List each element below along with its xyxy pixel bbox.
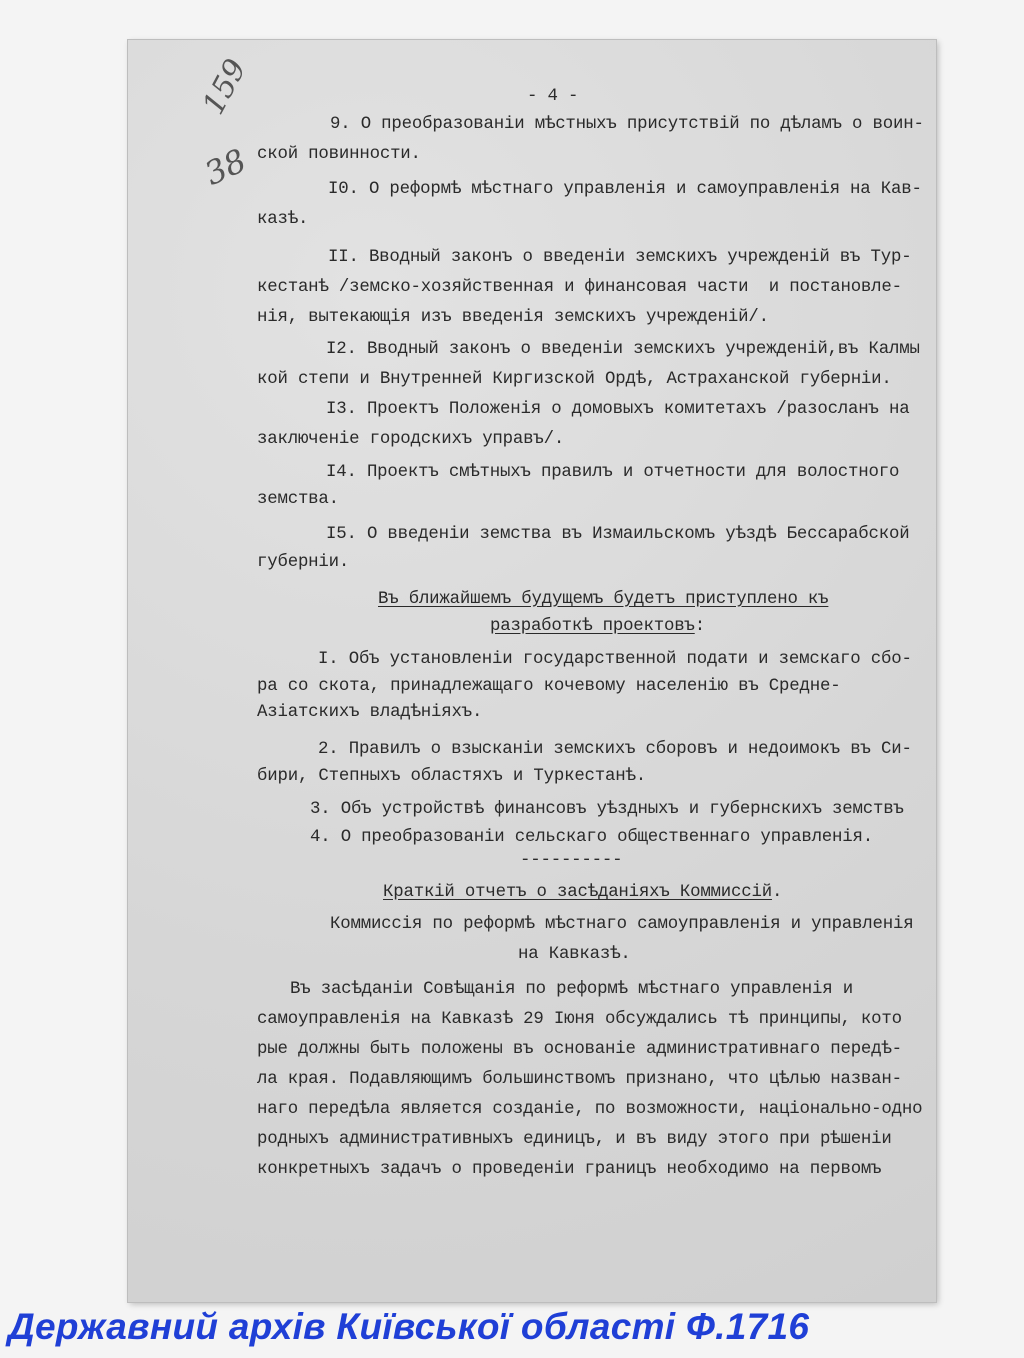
text-line: Въ засѣданіи Совѣщанія по реформѣ мѣстнаго управленія и <box>290 980 853 999</box>
text-line: ской повинности. <box>257 145 421 164</box>
text-line: I0. О реформѣ мѣстнаго управленія и самоуправленія на Кав- <box>328 180 922 199</box>
text-line: кой степи и Внутренней Киргизской Ордѣ, Астраханской губерніи. <box>257 370 892 389</box>
text-line: II. Вводный законъ о введеніи земскихъ учрежденій въ Тур- <box>328 248 912 267</box>
text-line: казѣ. <box>257 210 309 229</box>
archive-number-handwritten-2: 38 <box>198 141 252 193</box>
archive-number-handwritten: 159 <box>196 53 254 121</box>
text-line: 9. О преобразованіи мѣстныхъ присутствій по дѣламъ о воин- <box>330 115 924 134</box>
text-line: наго передѣла является созданіе, по возможности, національно-одно <box>257 1100 923 1119</box>
text-line: конкретныхъ задачъ о проведеніи границъ необходимо на первомъ <box>257 1160 882 1179</box>
text-line: кестанѣ /земско-хозяйственная и финансовая части и постановле- <box>257 278 902 297</box>
text-line: I5. О введеніи земства въ Измаильскомъ уѣздѣ Бессарабской <box>326 525 910 544</box>
separator-dashes: ---------- <box>520 851 623 870</box>
text-line: 3. Объ устройствѣ финансовъ уѣздныхъ и губернскихъ земствъ <box>310 800 904 819</box>
text-line: самоуправленія на Кавказѣ 29 Іюня обсуждались тѣ принципы, кото <box>257 1010 902 1029</box>
section-heading: Въ ближайшемъ будущемъ будетъ приступлено къ <box>378 590 829 609</box>
text-line: 4. О преобразованіи сельскаго общественнаго управленія. <box>310 828 873 847</box>
text-line: бири, Степныхъ областяхъ и Туркестанѣ. <box>257 767 646 786</box>
text-line: ра со скота, принадлежащаго кочевому населенію въ Средне- <box>257 677 841 696</box>
report-heading-line <box>383 884 782 901</box>
text-line: I4. Проектъ смѣтныхъ правилъ и отчетности для волостного <box>326 463 900 482</box>
heading-period: . <box>771 883 783 902</box>
section-heading-text: разработкѣ проектовъ <box>490 617 695 636</box>
text-line: I3. Проектъ Положенія о домовыхъ комитетахъ /разосланъ на <box>326 400 910 419</box>
text-line: I. Объ установленіи государственной подати и земскаго сбо- <box>318 650 912 669</box>
archive-watermark: Державний архів Київської області Ф.1716 <box>8 1306 810 1347</box>
text-line: I2. Вводный законъ о введеніи земскихъ учрежденій,въ Калмы <box>326 340 920 359</box>
text-line: нія, вытекающія изъ введенія земскихъ учрежденій/. <box>257 308 769 327</box>
heading-colon: : <box>694 617 705 636</box>
section-heading-line2 <box>490 618 705 635</box>
text-line: Азіатскихъ владѣніяхъ. <box>257 703 483 722</box>
page-number: - 4 - <box>527 87 579 106</box>
text-line: губерніи. <box>257 553 350 572</box>
commission-title-2: на Кавказѣ. <box>518 945 631 964</box>
text-line: заключеніе городскихъ управъ/. <box>257 430 565 449</box>
text-line: рые должны быть положены въ основаніе административнаго передѣ- <box>257 1040 902 1059</box>
report-heading: Краткій отчетъ о засѣданіяхъ Коммиссій <box>383 883 772 902</box>
text-line: 2. Правилъ о взысканіи земскихъ сборовъ и недоимокъ въ Си- <box>318 740 912 759</box>
text-line: ла края. Подавляющимъ большинствомъ признано, что цѣлью назван- <box>257 1070 902 1089</box>
text-line: родныхъ административныхъ единицъ, и въ виду этого при рѣшеніи <box>257 1130 892 1149</box>
text-line: земства. <box>257 490 339 509</box>
commission-title: Коммиссія по реформѣ мѣстнаго самоуправленія и управленія <box>330 915 914 934</box>
